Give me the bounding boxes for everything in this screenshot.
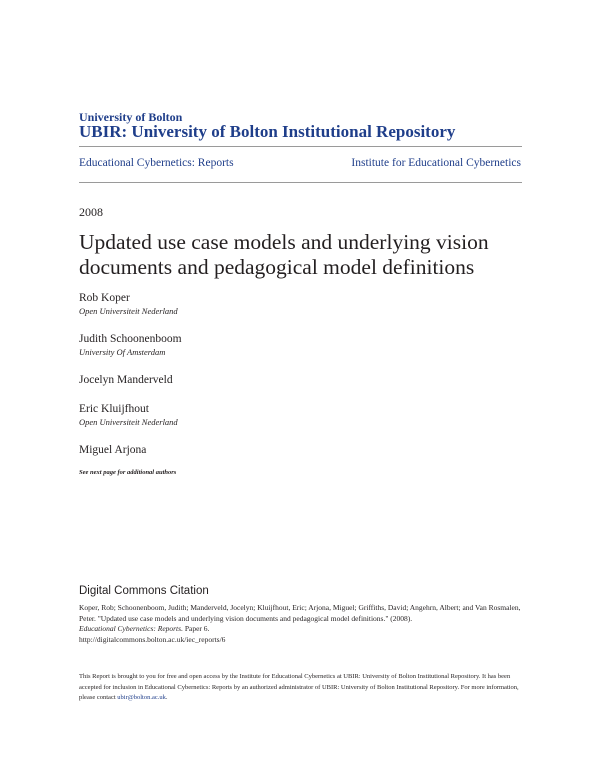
repository-name: UBIR: University of Bolton Institutional Repository <box>79 122 456 141</box>
citation-url[interactable]: http://digitalcommons.bolton.ac.uk/iec_reports/6 <box>79 634 226 644</box>
series-link-reports[interactable]: Educational Cybernetics: Reports <box>79 157 234 169</box>
author-entry <box>79 292 519 317</box>
notice-end: . <box>165 694 168 701</box>
header-divider <box>79 146 522 147</box>
author-name: Rob Koper <box>79 292 130 304</box>
paper-title: Updated use case models and underlying vision documents and pedagogical model definitions <box>79 230 489 279</box>
author-affiliation: University Of Amsterdam <box>79 347 166 357</box>
institution-name: University of Bolton <box>79 110 183 124</box>
citation-heading: Digital Commons Citation <box>79 585 209 597</box>
series-link-institute[interactable]: Institute for Educational Cybernetics <box>351 157 521 169</box>
author-entry <box>79 444 519 457</box>
contact-email-link[interactable]: ubir@bolton.ac.uk <box>117 694 166 701</box>
author-name: Miguel Arjona <box>79 444 147 456</box>
publication-year: 2008 <box>79 205 103 219</box>
author-name: Jocelyn Manderveld <box>79 374 173 386</box>
author-name: Judith Schoonenboom <box>79 333 182 345</box>
citation-journal: Educational Cybernetics: Reports. <box>79 624 183 633</box>
additional-authors-note: See next page for additional authors <box>79 469 177 476</box>
access-notice <box>79 672 524 704</box>
notice-text: This Report is brought to you for free and open access by the Institute for Educational Cybernetics at UBIR: University of Bolton Institutional Repository. It has been accepted for inclusion in Educational Cybernetics: Reports by an authorized administrator of UBIR: University of Bolton Institutional Repository. For more information, please contact <box>79 673 519 701</box>
citation-block <box>79 603 524 645</box>
series-divider <box>79 182 522 183</box>
author-entry <box>79 403 519 428</box>
author-entry <box>79 374 519 387</box>
author-entry <box>79 333 519 358</box>
citation-text: Koper, Rob; Schoonenboom, Judith; Manderveld, Jocelyn; Kluijfhout, Eric; Arjona, Miguel; Griffiths, David; Angehrn, Albert; and Van Rosmalen, Peter. "Updated use case models and underlying vision documents and pedagogical model definitions." (2008). <box>79 603 521 623</box>
author-name: Eric Kluijfhout <box>79 403 149 415</box>
citation-paper-number: Paper 6. <box>184 624 210 633</box>
author-affiliation: Open Universiteit Nederland <box>79 417 178 427</box>
author-affiliation: Open Universiteit Nederland <box>79 306 178 316</box>
author-list <box>79 292 519 476</box>
